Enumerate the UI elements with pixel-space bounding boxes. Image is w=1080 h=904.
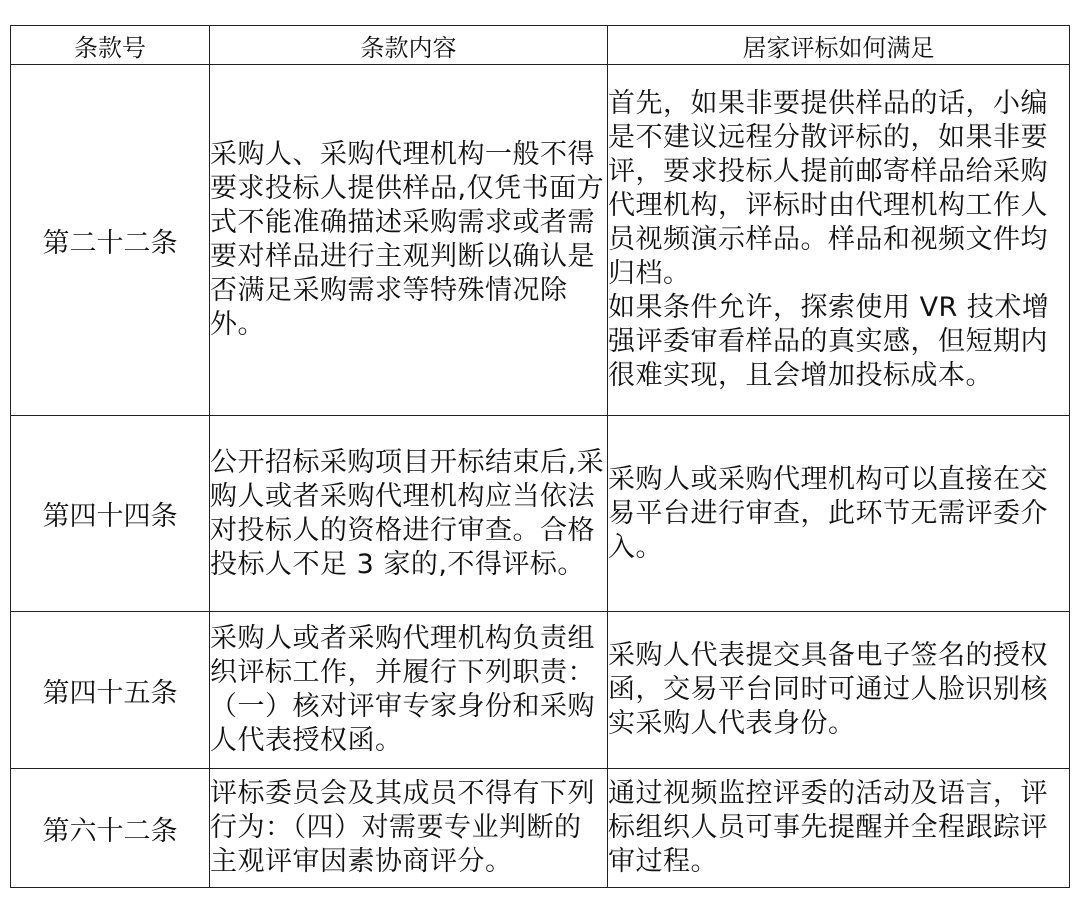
clause-number: 第六十二条	[11, 769, 210, 888]
how-satisfied-paragraph: 如果条件允许，探索使用 VR 技术增强评委审看样品的真实感，但短期内很难实现，且会增加投标成本。	[608, 292, 1050, 391]
table-row	[11, 769, 1070, 888]
header-clause-content: 条款内容	[210, 26, 608, 65]
header-how-satisfied: 居家评标如何满足	[608, 26, 1070, 65]
clause-content: 公开招标采购项目开标结束后,采购人或者采购代理机构应当依法对投标人的资格进行审查。合格投标人不足 3 家的,不得评标。	[210, 416, 608, 612]
how-satisfied-paragraph: 首先，如果非要提供样品的话，小编是不建议远程分散评标的，如果非要评，要求投标人提前邮寄样品给采购代理机构，评标时由代理机构工作人员视频演示样品。样品和视频文件均归档。	[608, 88, 1048, 289]
how-satisfied-paragraph: 采购人或采购代理机构可以直接在交易平台进行审查，此环节无需评委介入。	[608, 463, 1048, 563]
header-clause-number: 条款号	[11, 26, 210, 65]
clauses-table	[10, 25, 1070, 888]
clause-content: 采购人、采购代理机构一般不得要求投标人提供样品,仅凭书面方式不能准确描述采购需求或者需要对样品进行主观判断以确认是否满足采购需求等特殊情况除外。	[210, 65, 608, 416]
header-row	[11, 26, 1070, 65]
clause-content: 采购人或者采购代理机构负责组织评标工作，并履行下列职责：（一）核对评审专家身份和采购人代表授权函。	[210, 612, 608, 769]
how-satisfied	[608, 612, 1070, 769]
clause-number: 第二十二条	[11, 65, 210, 416]
clause-number: 第四十五条	[11, 612, 210, 769]
how-satisfied-paragraph: 采购人代表提交具备电子签名的授权函，交易平台同时可通过人脸识别核实采购人代表身份。	[608, 640, 1048, 739]
table-row	[11, 416, 1070, 612]
clause-number: 第四十四条	[11, 416, 210, 612]
clause-content: 评标委员会及其成员不得有下列行为：（四）对需要专业判断的主观评审因素协商评分。	[210, 769, 608, 888]
table-row	[11, 612, 1070, 769]
how-satisfied	[608, 769, 1070, 888]
how-satisfied	[608, 416, 1070, 612]
how-satisfied-paragraph: 通过视频监控评委的活动及语言，评标组织人员可事先提醒并全程跟踪评审过程。	[608, 778, 1048, 877]
how-satisfied	[608, 65, 1070, 416]
table-row	[11, 65, 1070, 416]
